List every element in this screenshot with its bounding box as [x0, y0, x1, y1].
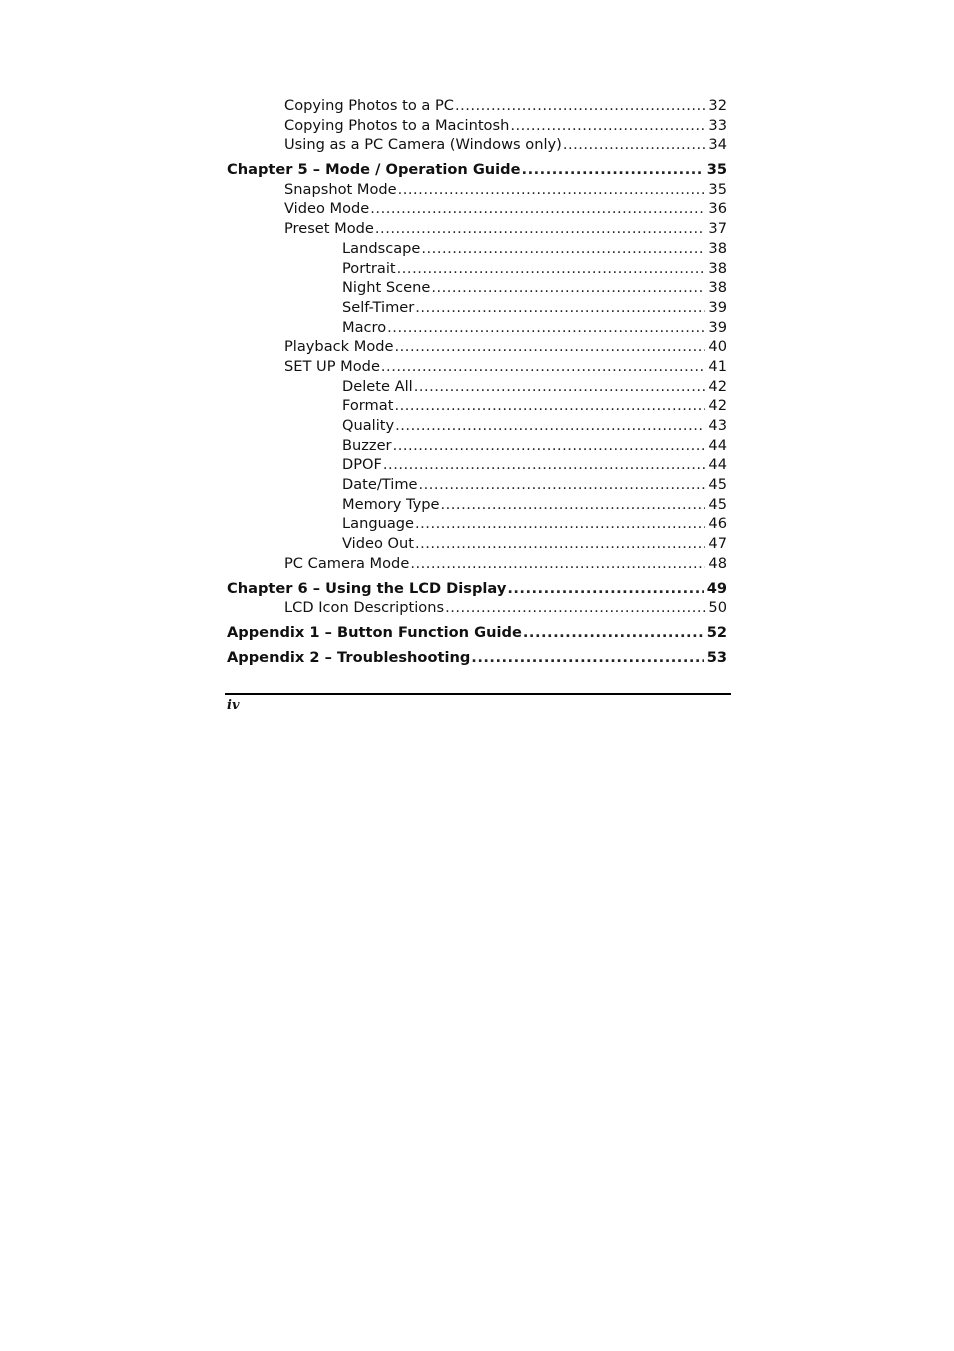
toc-entry-page: 47 — [708, 535, 727, 553]
toc-entry-page: 39 — [708, 318, 727, 336]
toc-entry-title: Using as a PC Camera (Windows only) — [284, 136, 562, 154]
toc-dot-leader — [398, 180, 706, 200]
toc-dot-leader — [394, 396, 705, 416]
toc-entry-title: Portrait — [342, 259, 396, 277]
toc-entry — [227, 357, 727, 377]
toc-entry-title: Night Scene — [342, 279, 431, 297]
toc-entry — [227, 135, 727, 155]
toc-entry — [227, 219, 727, 239]
toc-dot-leader — [523, 623, 704, 643]
toc-entry-title: Copying Photos to a Macintosh — [284, 116, 510, 134]
toc-entry-page: 37 — [708, 220, 727, 238]
toc-entry-title: Delete All — [342, 377, 413, 395]
toc-entry — [227, 436, 727, 456]
toc-entry-page: 49 — [706, 579, 727, 597]
toc-entry-title: LCD Icon Descriptions — [284, 599, 445, 617]
toc-entry — [227, 495, 727, 515]
toc-entry-page: 40 — [708, 338, 727, 356]
toc-dot-leader — [445, 598, 705, 618]
toc-entry-title: Appendix 1 – Button Function Guide — [227, 623, 522, 641]
toc-dot-leader — [395, 416, 705, 436]
toc-dot-leader — [471, 648, 703, 668]
toc-dot-leader — [455, 96, 705, 116]
toc-dot-leader — [375, 219, 706, 239]
toc-entry-page: 35 — [706, 161, 727, 179]
toc-entry-title: Language — [342, 515, 415, 533]
toc-entry-page: 36 — [708, 200, 727, 218]
toc-entry-title: Snapshot Mode — [284, 180, 397, 198]
toc-entry-page: 50 — [708, 599, 727, 617]
toc-entry — [227, 318, 727, 338]
toc-entry-title: Format — [342, 397, 394, 415]
toc-entry-title: Copying Photos to a PC — [284, 97, 454, 114]
toc-entry — [227, 514, 727, 534]
toc-entry-page: 43 — [708, 417, 727, 434]
toc-dot-leader — [415, 514, 705, 534]
toc-entry — [227, 239, 727, 259]
toc-dot-leader — [397, 259, 706, 279]
toc-entry-page: 44 — [708, 436, 727, 454]
toc-entry — [227, 416, 727, 436]
toc-dot-leader — [507, 579, 703, 599]
toc-entry — [227, 180, 727, 200]
toc-entry — [227, 377, 727, 397]
table-of-contents — [227, 96, 727, 667]
toc-entry-page: 42 — [708, 377, 727, 395]
toc-entry-page: 38 — [708, 239, 727, 257]
toc-entry — [227, 475, 727, 495]
toc-dot-leader — [387, 318, 705, 338]
toc-entry — [227, 116, 727, 136]
toc-entry-title: Quality — [342, 417, 395, 434]
toc-entry-title: Date/Time — [342, 476, 418, 494]
toc-dot-leader — [415, 534, 705, 554]
toc-entry — [227, 396, 727, 416]
toc-dot-leader — [431, 278, 705, 298]
toc-entry-title: Buzzer — [342, 436, 392, 454]
toc-dot-leader — [410, 554, 705, 574]
toc-entry-title: Landscape — [342, 239, 421, 257]
toc-entry-page: 53 — [706, 648, 727, 666]
toc-entry-page: 52 — [706, 623, 727, 641]
toc-chapter-entry — [227, 648, 727, 668]
toc-entry-title: SET UP Mode — [284, 357, 380, 375]
toc-dot-leader — [563, 135, 706, 155]
toc-entry-title: Appendix 2 – Troubleshooting — [227, 648, 471, 666]
toc-entry-title: Self-Timer — [342, 298, 415, 316]
toc-entry-page: 32 — [708, 97, 727, 114]
footer-rule — [225, 693, 731, 695]
toc-entry-page: 45 — [708, 495, 727, 513]
toc-dot-leader — [510, 116, 705, 136]
toc-dot-leader — [393, 436, 706, 456]
toc-entry-title: Preset Mode — [284, 220, 374, 238]
toc-dot-leader — [383, 455, 706, 475]
toc-entry — [227, 199, 727, 219]
toc-entry — [227, 337, 727, 357]
toc-dot-leader — [522, 160, 704, 180]
toc-entry — [227, 534, 727, 554]
toc-entry-page: 48 — [708, 554, 727, 572]
toc-entry — [227, 554, 727, 574]
toc-entry — [227, 298, 727, 318]
page-number: iv — [227, 698, 240, 713]
toc-dot-leader — [441, 495, 706, 515]
toc-entry-page: 45 — [708, 476, 727, 494]
toc-entry-page: 44 — [708, 456, 727, 474]
toc-entry-page: 38 — [708, 259, 727, 277]
toc-dot-leader — [414, 377, 706, 397]
toc-entry-title: Macro — [342, 318, 387, 336]
toc-entry-page: 33 — [708, 116, 727, 134]
toc-entry-page: 35 — [708, 180, 727, 198]
toc-entry — [227, 259, 727, 279]
toc-chapter-entry — [227, 160, 727, 180]
toc-entry-page: 38 — [708, 279, 727, 297]
toc-entry-title: PC Camera Mode — [284, 554, 410, 572]
toc-entry-title: DPOF — [342, 456, 382, 474]
toc-entry-page: 34 — [708, 136, 727, 154]
toc-entry-title: Playback Mode — [284, 338, 394, 356]
toc-entry-title: Video Mode — [284, 200, 370, 218]
toc-entry — [227, 278, 727, 298]
toc-entry-page: 39 — [708, 298, 727, 316]
toc-entry-title: Chapter 5 – Mode / Operation Guide — [227, 161, 521, 179]
toc-entry — [227, 455, 727, 475]
toc-chapter-entry — [227, 579, 727, 599]
toc-entry-page: 42 — [708, 397, 727, 415]
toc-dot-leader — [381, 357, 706, 377]
toc-entry — [227, 96, 727, 116]
toc-dot-leader — [419, 475, 706, 495]
toc-entry-page: 46 — [708, 515, 727, 533]
toc-entry — [227, 598, 727, 618]
toc-dot-leader — [421, 239, 705, 259]
toc-chapter-entry — [227, 623, 727, 643]
toc-dot-leader — [370, 199, 705, 219]
toc-entry-title: Video Out — [342, 535, 414, 553]
toc-entry-page: 41 — [708, 357, 727, 375]
toc-dot-leader — [395, 337, 706, 357]
toc-dot-leader — [415, 298, 705, 318]
toc-entry-title: Memory Type — [342, 495, 440, 513]
toc-entry-title: Chapter 6 – Using the LCD Display — [227, 579, 507, 597]
